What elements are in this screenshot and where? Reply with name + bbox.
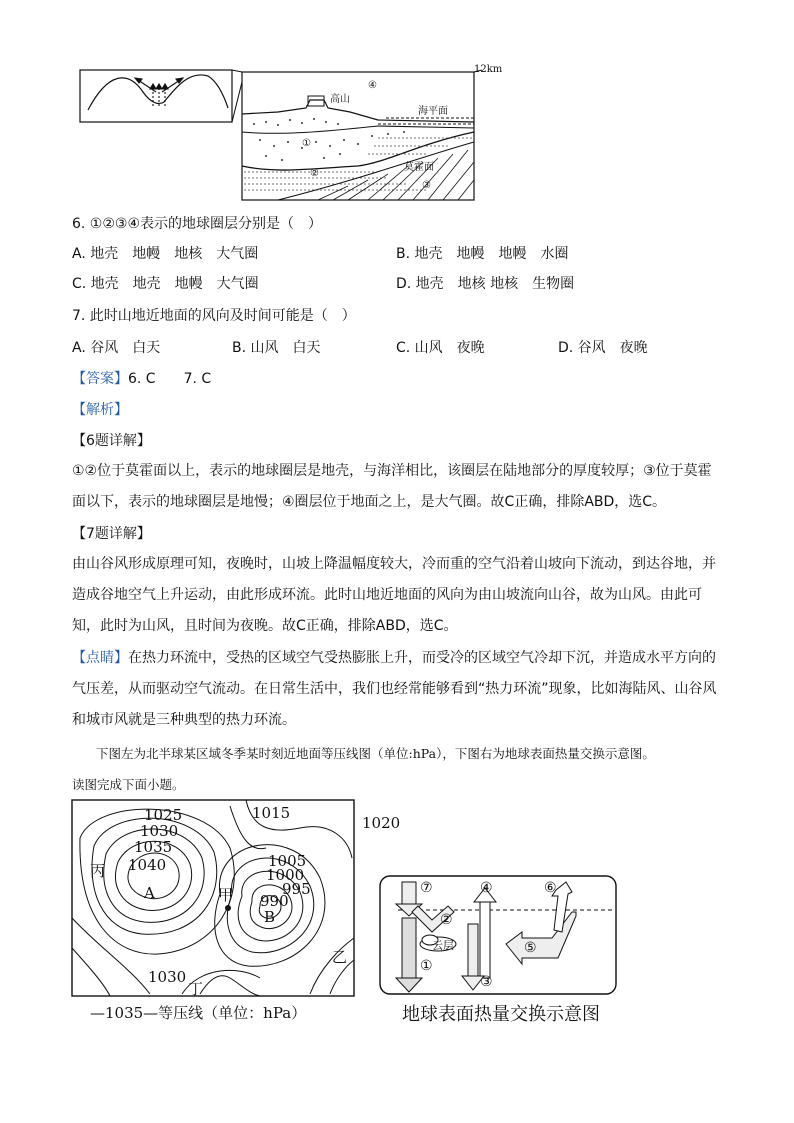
label-n5: ⑤ xyxy=(524,940,537,956)
detail7-text: 由山谷风形成原理可知，夜晚时，山坡上降温幅度较大，冷而重的空气沿着山坡向下流动，到达谷地，并造成谷地空气上升运动，由此形成环流。此时山地近地面的风向为由山坡流向山谷，故为山风。由此可知，此时为山风，且时间为夜晚。故C正确，排除ABD，选C。 xyxy=(72,556,716,634)
atmospheric-counter-radiation-arrow xyxy=(506,882,576,964)
label-n7: ⑦ xyxy=(420,880,433,896)
label-p1025: 1025 xyxy=(144,806,183,824)
detail7-heading: 【7题详解】 xyxy=(72,526,151,542)
label-p995: 995 xyxy=(282,880,311,898)
label-n3: ③ xyxy=(480,974,493,990)
q6-stem: 6. ①②③④表示的地球圈层分别是（ ） xyxy=(72,216,323,232)
label-n1: ① xyxy=(420,958,433,974)
q6-option-c[interactable]: C. 地壳 地壳 地幔 大气圈 xyxy=(72,276,259,292)
q7-option-d[interactable]: D. 谷风 夜晚 xyxy=(558,340,648,356)
label-sea-level: 海平面 xyxy=(418,106,448,117)
label-layer-2: ② xyxy=(310,168,319,179)
cross-section-box xyxy=(242,72,474,200)
label-moho: 莫霍面 xyxy=(404,162,434,173)
valley-wind-box xyxy=(80,70,232,122)
label-n4: ④ xyxy=(480,880,493,896)
label-p990: 990 xyxy=(260,892,289,910)
label-n2: ② xyxy=(440,912,453,928)
label-p1000: 1000 xyxy=(266,866,305,884)
point-jia xyxy=(225,905,231,911)
answer-line xyxy=(72,369,211,389)
label-layer-1: ① xyxy=(302,138,311,149)
tip-tag: 【点睛】 xyxy=(72,650,128,666)
label-p1040: 1040 xyxy=(128,856,167,874)
label-high-mountain: 高山 xyxy=(330,94,350,105)
tip-paragraph xyxy=(72,643,724,736)
label-cloud: 云层 xyxy=(432,939,454,952)
analysis-tag: 【解析】 xyxy=(72,402,128,418)
label-p1015: 1015 xyxy=(252,804,291,822)
label-high-a: A xyxy=(144,884,155,902)
q7-option-b[interactable]: B. 山风 白天 xyxy=(232,340,321,356)
answer-tag: 【答案】 xyxy=(72,371,128,387)
answer-text: 6. C 7. C xyxy=(128,371,212,387)
label-p1035: 1035 xyxy=(134,838,173,856)
solar-radiation-arrow xyxy=(396,882,422,992)
label-yi: 乙 xyxy=(332,948,348,966)
label-ding: 丁 xyxy=(188,980,204,998)
label-layer-3: ③ xyxy=(422,180,431,191)
isobar-lines xyxy=(72,800,354,996)
label-p1020: 1020 xyxy=(362,814,401,832)
intro-line2: 读图完成下面小题。 xyxy=(72,777,185,792)
label-12km: 12km xyxy=(474,64,503,75)
valley-curve xyxy=(88,75,228,110)
q7-option-c[interactable]: C. 山风 夜晚 xyxy=(396,340,485,356)
intro-line1: 下图左为北半球某区域冬季某时刻近地面等压线图（单位:hPa），下图右为地球表面热量交换示意图。 xyxy=(96,746,655,761)
heat-exchange-diagram xyxy=(376,872,620,998)
q7-stem: 7. 此时山地近地面的风向及时间可能是（ ） xyxy=(72,308,356,324)
q7-option-a[interactable]: A. 谷风 白天 xyxy=(72,340,161,356)
q6-option-a[interactable]: A. 地壳 地幔 地核 大气圈 xyxy=(72,246,259,262)
label-jia: 甲 xyxy=(218,886,234,904)
earth-layers-figure xyxy=(78,62,503,204)
label-n6: ⑥ xyxy=(544,880,557,896)
label-p1030a: 1030 xyxy=(140,822,179,840)
detail6-heading: 【6题详解】 xyxy=(72,433,151,449)
label-bing: 丙 xyxy=(90,862,106,880)
label-p1005: 1005 xyxy=(268,852,307,870)
q6-option-d[interactable]: D. 地壳 地核 地核 生物圈 xyxy=(396,276,575,292)
heat-diagram-caption: 地球表面热量交换示意图 xyxy=(402,1004,600,1025)
valley-wind-arrows xyxy=(135,78,183,106)
detail6-text: ①②位于莫霍面以上，表示的地球圈层是地壳，与海洋相比，该圈层在陆地部分的厚度较厚；③位于莫霍面以下，表示的地球圈层是地慢；④圈层位于地面之上，是大气圈。故C正确，排除ABD，选C。 xyxy=(72,463,712,510)
tip-text: 在热力环流中，受热的区域空气受热膨胀上升，而受冷的区域空气冷却下沉，并造成水平方向的气压差，从而驱动空气流动。在日常生活中，我们也经常能够看到“热力环流”现象，比如海陆风、山谷风和城市风就是三种典型的热力环流。 xyxy=(72,650,717,728)
label-p1030b: 1030 xyxy=(148,968,187,986)
label-low-b: B xyxy=(264,908,276,926)
label-layer-4: ④ xyxy=(368,80,377,91)
isobar-map xyxy=(70,798,410,1002)
q6-option-b[interactable]: B. 地壳 地幔 地幔 水圈 xyxy=(396,246,569,262)
isobar-caption: —1035—等压线（单位：hPa） xyxy=(90,1004,307,1022)
